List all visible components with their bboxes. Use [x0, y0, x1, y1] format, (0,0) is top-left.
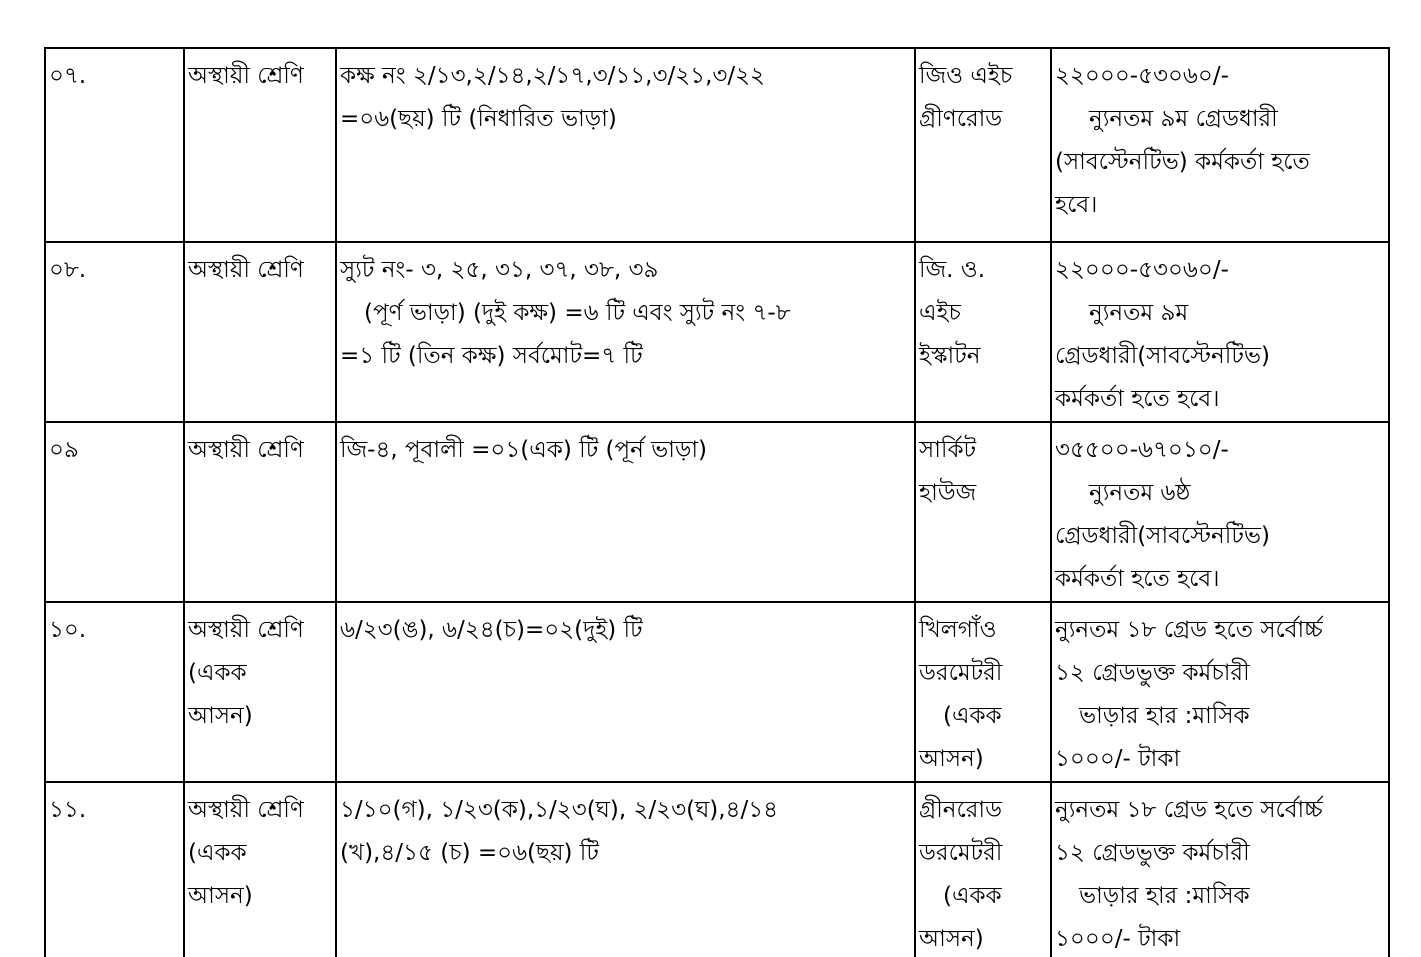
eligibility-cell: [1051, 242, 1389, 422]
eligibility-text: ১২ গ্রেডভুক্ত কর্মচারী: [1055, 660, 1250, 686]
location-text: ডরমেটরী: [919, 840, 1003, 866]
location-text: আসন): [919, 926, 984, 952]
location-cell: [915, 48, 1051, 242]
serial-cell: [45, 48, 184, 242]
rooms-text: (খ),৪/১৫ (চ) =০৬(ছয়) টি: [340, 840, 599, 866]
eligibility-text: ৩৫৫০০-৬৭০১০/-: [1055, 437, 1229, 463]
category-text: (একক: [188, 840, 247, 866]
rooms-cell: [336, 602, 915, 782]
eligibility-text: কর্মকর্তা হতে হবে।: [1055, 386, 1220, 412]
eligibility-text: গ্রেডধারী(সাবস্টেনটিভ): [1055, 343, 1270, 369]
serial-cell: [45, 422, 184, 602]
serial-number: ০৭.: [49, 63, 87, 89]
eligibility-text: ১২ গ্রেডভুক্ত কর্মচারী: [1055, 840, 1250, 866]
location-text: সার্কিট: [919, 437, 977, 463]
eligibility-text: ১০০০/- টাকা: [1055, 926, 1181, 952]
category-text: আসন): [188, 883, 253, 909]
eligibility-text: ২২০০০-৫৩০৬০/-: [1055, 63, 1229, 89]
rooms-text: কক্ষ নং ২/১৩,২/১৪,২/১৭,৩/১১,৩/২১,৩/২২: [340, 63, 765, 89]
eligibility-text: ভাড়ার হার :মাসিক: [1079, 703, 1250, 729]
category-text: অস্থায়ী শ্রেণি: [188, 617, 304, 643]
location-cell: [915, 242, 1051, 422]
eligibility-text: ন্যুনতম ৬ষ্ঠ: [1089, 480, 1191, 506]
category-text: অস্থায়ী শ্রেণি: [188, 257, 304, 283]
location-text: আসন): [919, 746, 984, 772]
eligibility-text: ন্যুনতম ৯ম গ্রেডধারী: [1089, 106, 1278, 132]
location-text: গ্রীণরোড: [919, 106, 1003, 132]
location-text: হাউজ: [919, 480, 977, 506]
location-text: (একক: [943, 883, 1002, 909]
rooms-cell: [336, 242, 915, 422]
location-cell: [915, 422, 1051, 602]
category-cell: [184, 242, 336, 422]
serial-number: ০৮.: [49, 257, 87, 283]
allotment-table: [44, 47, 1390, 957]
category-cell: [184, 422, 336, 602]
rooms-cell: [336, 422, 915, 602]
eligibility-text: ন্যুনতম ১৮ গ্রেড হতে সর্বোর্চ্চ: [1055, 797, 1323, 823]
serial-number: ১১.: [49, 797, 87, 823]
category-text: অস্থায়ী শ্রেণি: [188, 437, 304, 463]
serial-number: ১০.: [49, 617, 87, 643]
location-cell: [915, 782, 1051, 957]
serial-cell: [45, 782, 184, 957]
location-text: জিও এইচ: [919, 63, 1013, 89]
rooms-text: স্যুট নং- ৩, ২৫, ৩১, ৩৭, ৩৮, ৩৯: [340, 257, 659, 283]
table-row: [45, 782, 1389, 957]
eligibility-cell: [1051, 602, 1389, 782]
eligibility-text: ২২০০০-৫৩০৬০/-: [1055, 257, 1229, 283]
table-row: [45, 602, 1389, 782]
eligibility-text: ন্যুনতম ১৮ গ্রেড হতে সর্বোর্চ্চ: [1055, 617, 1323, 643]
category-cell: [184, 602, 336, 782]
eligibility-text: (সাবস্টেনটিভ) কর্মকর্তা হতে: [1055, 149, 1310, 175]
table-row: [45, 48, 1389, 242]
rooms-text: =০৬(ছয়) টি (নিধারিত ভাড়া): [340, 106, 617, 132]
location-text: (একক: [943, 703, 1002, 729]
rooms-text: ১/১০(গ), ১/২৩(ক),১/২৩(ঘ), ২/২৩(ঘ),৪/১৪: [340, 797, 779, 823]
eligibility-cell: [1051, 48, 1389, 242]
category-cell: [184, 48, 336, 242]
location-text: গ্রীনরোড: [919, 797, 1003, 823]
rooms-cell: [336, 782, 915, 957]
location-text: এইচ: [919, 300, 961, 326]
rooms-text: (পূর্ণ ভাড়া) (দুই কক্ষ) =৬ টি এবং স্যুট নং ৭-৮: [364, 300, 791, 326]
eligibility-text: ন্যুনতম ৯ম: [1089, 300, 1189, 326]
serial-cell: [45, 242, 184, 422]
category-text: (একক: [188, 660, 247, 686]
rooms-text: জি-৪, পূবালী =০১(এক) টি (পূর্ন ভাড়া): [340, 437, 708, 463]
category-text: আসন): [188, 703, 253, 729]
eligibility-cell: [1051, 422, 1389, 602]
table-row: [45, 422, 1389, 602]
location-text: খিলগাঁও: [919, 617, 997, 643]
eligibility-text: কর্মকর্তা হতে হবে।: [1055, 566, 1220, 592]
location-text: ডরমেটরী: [919, 660, 1003, 686]
eligibility-text: ১০০০/- টাকা: [1055, 746, 1181, 772]
eligibility-cell: [1051, 782, 1389, 957]
location-text: ইস্কাটন: [919, 343, 981, 369]
location-cell: [915, 602, 1051, 782]
eligibility-text: ভাড়ার হার :মাসিক: [1079, 883, 1250, 909]
eligibility-text: হবে।: [1055, 192, 1098, 218]
location-text: জি. ও.: [919, 257, 986, 283]
category-text: অস্থায়ী শ্রেণি: [188, 797, 304, 823]
serial-cell: [45, 602, 184, 782]
rooms-text: =১ টি (তিন কক্ষ) সর্বমোট=৭ টি: [340, 343, 643, 369]
category-text: অস্থায়ী শ্রেণি: [188, 63, 304, 89]
category-cell: [184, 782, 336, 957]
table-row: [45, 242, 1389, 422]
rooms-text: ৬/২৩(ঙ), ৬/২৪(চ)=০২(দুই) টি: [340, 617, 643, 643]
eligibility-text: গ্রেডধারী(সাবস্টেনটিভ): [1055, 523, 1270, 549]
rooms-cell: [336, 48, 915, 242]
serial-number: ০৯: [49, 437, 79, 463]
